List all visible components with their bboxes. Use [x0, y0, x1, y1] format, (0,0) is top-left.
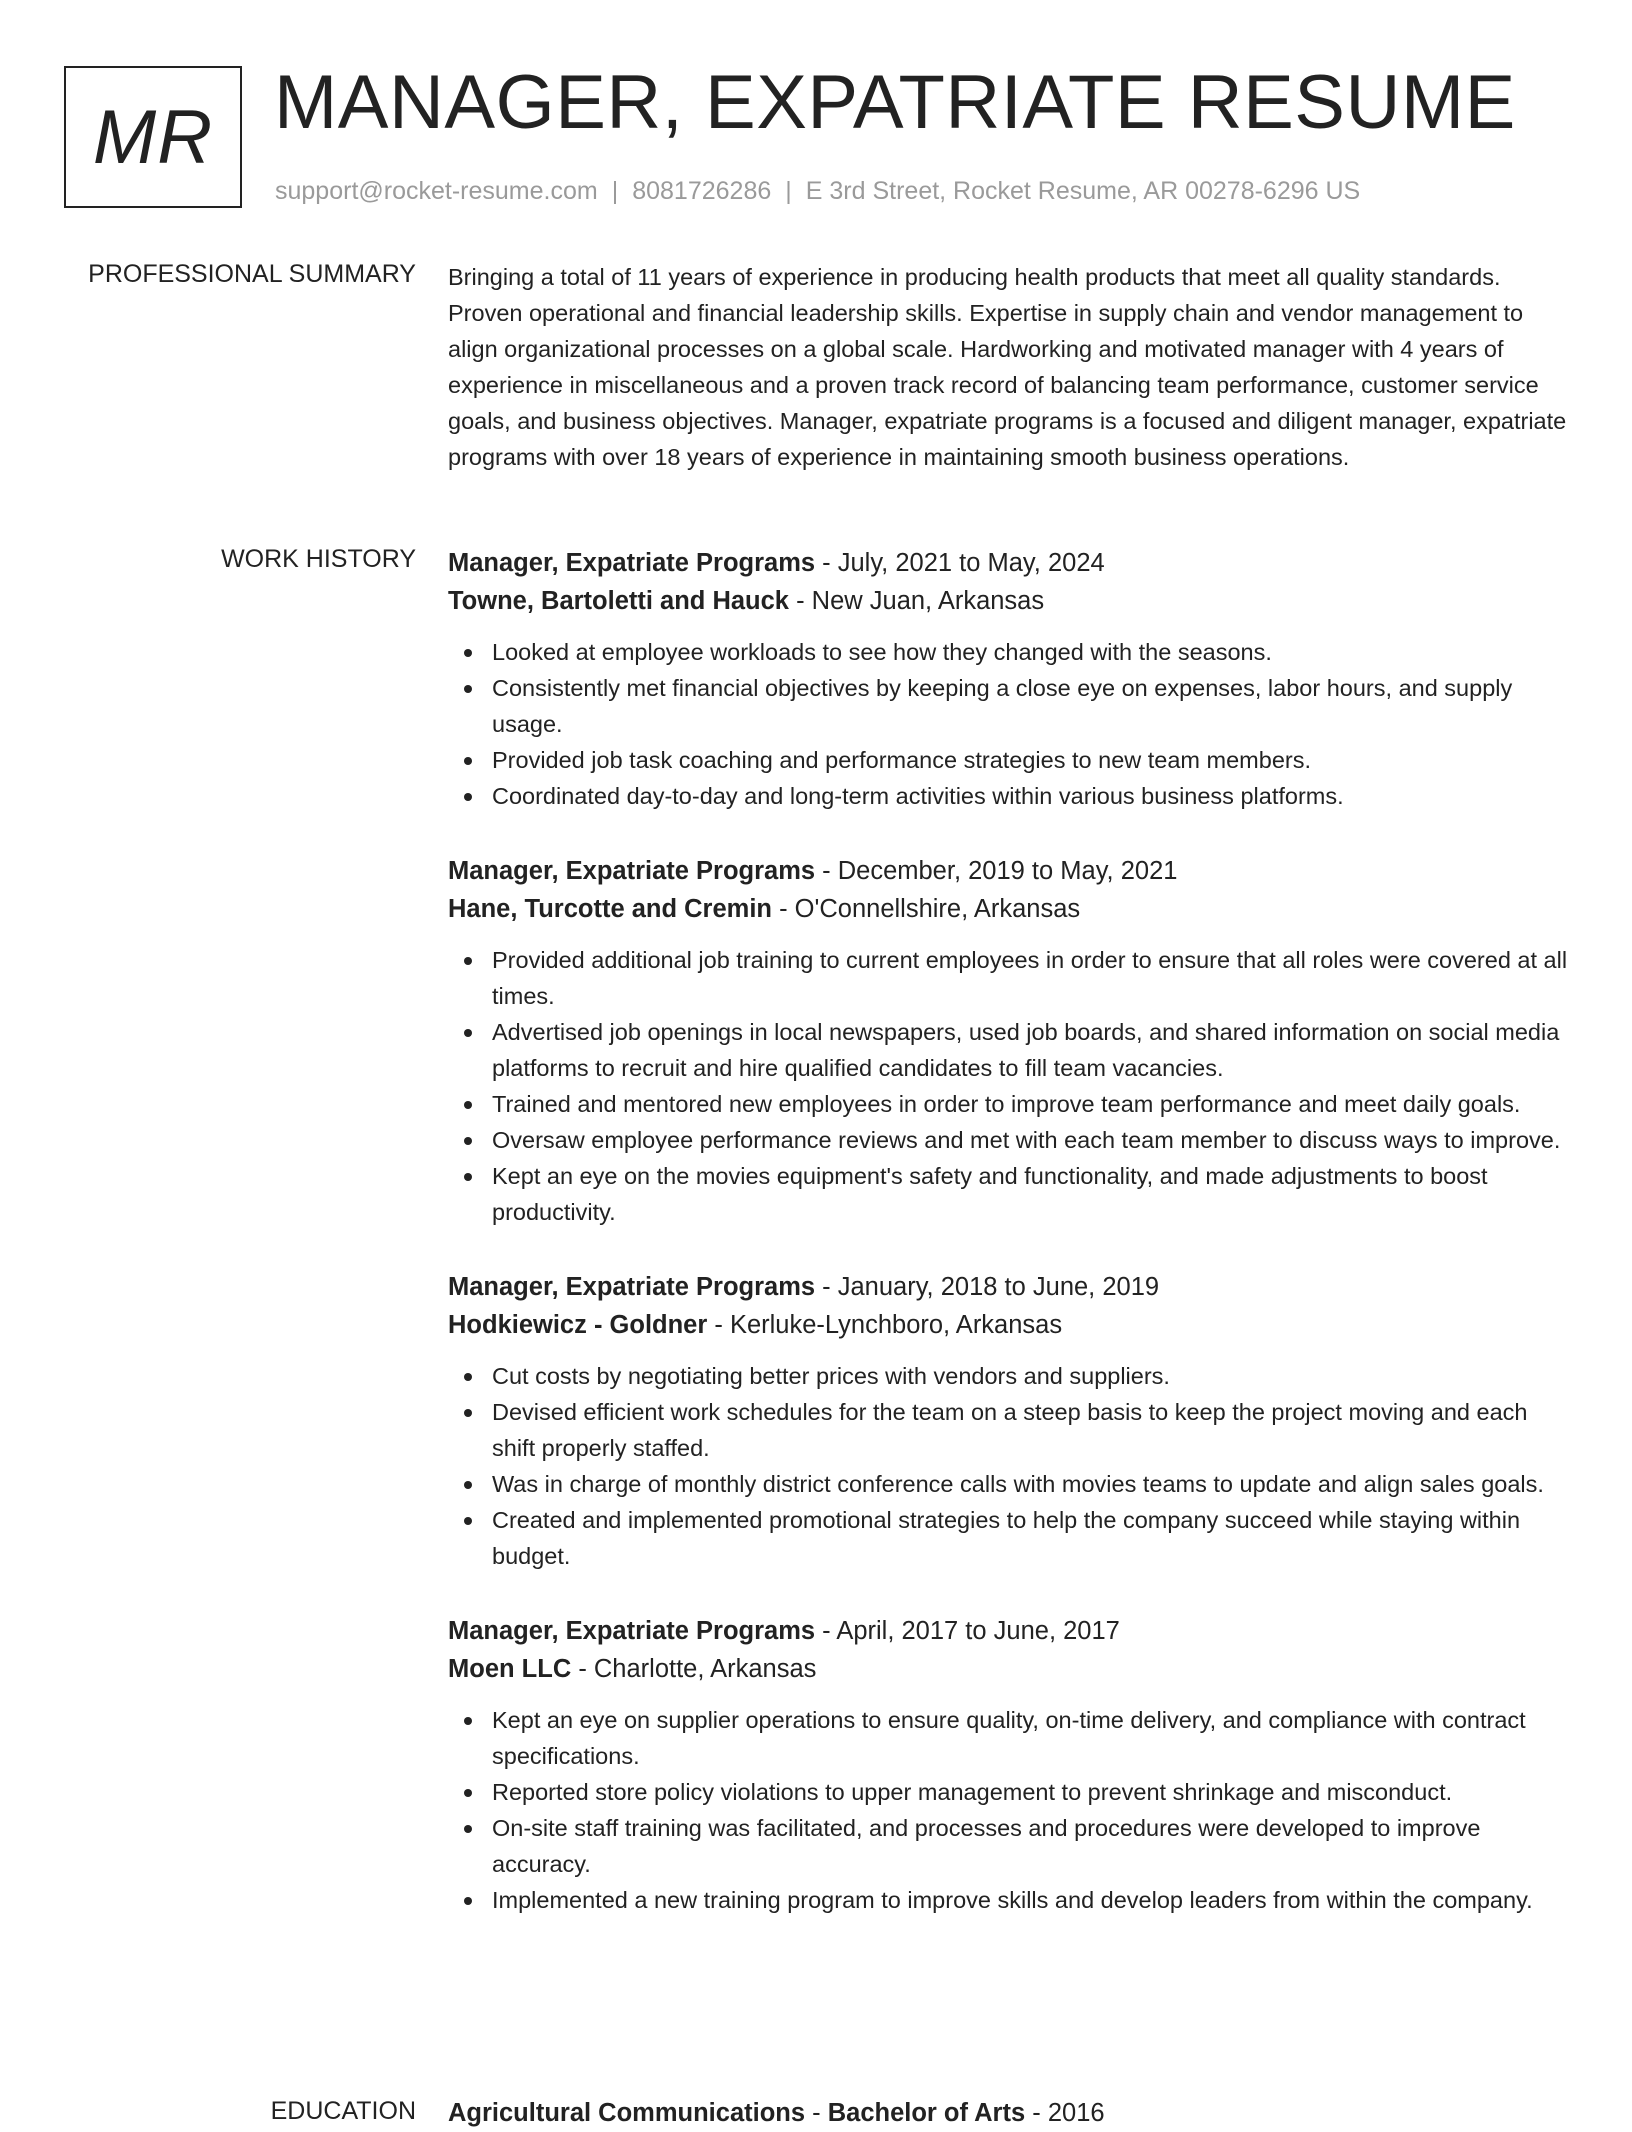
job-bullet: Looked at employee workloads to see how they changed with the seasons.: [492, 634, 1568, 670]
resume-title: MANAGER, EXPATRIATE RESUME: [274, 60, 1516, 145]
contact-separator: |: [785, 177, 792, 205]
job-title-line: [448, 852, 1568, 890]
job-bullet: Reported store policy violations to upper management to prevent shrinkage and misconduct.: [492, 1774, 1568, 1810]
job-location: - New Juan, Arkansas: [789, 587, 1045, 615]
monogram-box: [64, 66, 242, 208]
education-line: Agricultural Communications - Bachelor of Arts - 2016: [448, 2099, 1105, 2127]
job-entry: [448, 1268, 1568, 1574]
education-year: 2016: [1047, 2099, 1105, 2127]
job-title: Manager, Expatriate Programs: [448, 1617, 816, 1645]
job-bullet: Devised efficient work schedules for the team on a steep basis to keep the project moving and each shift properly staffed.: [492, 1394, 1568, 1466]
job-company: Moen LLC: [448, 1655, 572, 1683]
job-company-line: [448, 1306, 1568, 1344]
contact-address: E 3rd Street, Rocket Resume, AR 00278-6296 US: [805, 177, 1361, 205]
job-bullet: Consistently met financial objectives by keeping a close eye on expenses, labor hours, and supply usage.: [492, 670, 1568, 742]
job-title: Manager, Expatriate Programs: [448, 857, 816, 885]
education-entry: [448, 2094, 1568, 2132]
job-bullet: Trained and mentored new employees in order to improve team performance and meet daily goals.: [492, 1086, 1568, 1122]
job-company-line: [448, 890, 1568, 928]
job-company-line: [448, 582, 1568, 620]
job-location: - Charlotte, Arkansas: [571, 1655, 817, 1683]
contact-line: [275, 175, 1360, 207]
job-bullet: On-site staff training was facilitated, and processes and procedures were developed to improve accuracy.: [492, 1810, 1568, 1882]
job-bullets: [448, 1358, 1568, 1574]
job-company: Towne, Bartoletti and Hauck: [448, 587, 789, 615]
job-bullet: Implemented a new training program to improve skills and develop leaders from within the company.: [492, 1882, 1568, 1918]
job-title-line: [448, 544, 1568, 582]
job-location: - O'Connellshire, Arkansas: [772, 895, 1081, 923]
job-dates: - July, 2021 to May, 2024: [815, 549, 1105, 577]
job-entry: [448, 1612, 1568, 1918]
job-company-line: [448, 1650, 1568, 1688]
job-entry: [448, 852, 1568, 1230]
summary-text: Bringing a total of 11 years of experience in producing health products that meet all quality standards. Proven operational and financial leadership skills. Expertise in supply chain and vendor management to align organizational processes on a global scale. Hardworking and motivated manager with 4 years of experience in miscellaneous and a proven track record of balancing team performance, customer service goals, and business objectives. Manager, expatriate programs is a focused and diligent manager, expatriate programs with over 18 years of experience in maintaining smooth business operations.: [448, 264, 1567, 470]
job-bullets: [448, 634, 1568, 814]
job-dates: - January, 2018 to June, 2019: [815, 1273, 1160, 1301]
job-title-line: [448, 1612, 1568, 1650]
contact-email: support@rocket-resume.com: [275, 177, 598, 205]
job-bullet: Kept an eye on supplier operations to ensure quality, on-time delivery, and compliance with contract specifications.: [492, 1702, 1568, 1774]
job-bullet: Provided additional job training to current employees in order to ensure that all roles were covered at all times.: [492, 942, 1568, 1014]
job-bullets: [448, 942, 1568, 1230]
contact-phone: 8081726286: [632, 177, 772, 205]
job-dates: - December, 2019 to May, 2021: [815, 857, 1178, 885]
job-bullet: Was in charge of monthly district conference calls with movies teams to update and align sales goals.: [492, 1466, 1568, 1502]
job-bullet: Created and implemented promotional strategies to help the company succeed while staying within budget.: [492, 1502, 1568, 1574]
summary-section-label: PROFESSIONAL SUMMARY: [88, 260, 416, 288]
job-company: Hane, Turcotte and Cremin: [448, 895, 772, 923]
work-history: [448, 544, 1568, 1956]
education-field: Agricultural Communications: [448, 2099, 806, 2127]
job-bullet: Cut costs by negotiating better prices with vendors and suppliers.: [492, 1358, 1568, 1394]
job-bullet: Provided job task coaching and performance strategies to new team members.: [492, 742, 1568, 778]
job-title-line: [448, 1268, 1568, 1306]
job-entry: [448, 544, 1568, 814]
job-bullet: Coordinated day-to-day and long-term activities within various business platforms.: [492, 778, 1568, 814]
job-bullet: Advertised job openings in local newspapers, used job boards, and shared information on social media platforms to recruit and hire qualified candidates to fill team vacancies.: [492, 1014, 1568, 1086]
job-bullets: [448, 1702, 1568, 1918]
job-bullet: Kept an eye on the movies equipment's safety and functionality, and made adjustments to boost productivity.: [492, 1158, 1568, 1230]
contact-separator: |: [611, 177, 619, 205]
education-degree: Bachelor of Arts: [827, 2099, 1026, 2127]
monogram-initials: MR: [92, 94, 214, 180]
job-title: Manager, Expatriate Programs: [448, 1273, 816, 1301]
job-bullet: Oversaw employee performance reviews and met with each team member to discuss ways to improve.: [492, 1122, 1568, 1158]
job-company: Hodkiewicz - Goldner: [448, 1311, 708, 1339]
job-title: Manager, Expatriate Programs: [448, 549, 816, 577]
job-dates: - April, 2017 to June, 2017: [815, 1617, 1120, 1645]
work-section-label: WORK HISTORY: [221, 545, 416, 573]
job-location: - Kerluke-Lynchboro, Arkansas: [707, 1311, 1063, 1339]
education-section-label: EDUCATION: [270, 2097, 416, 2125]
